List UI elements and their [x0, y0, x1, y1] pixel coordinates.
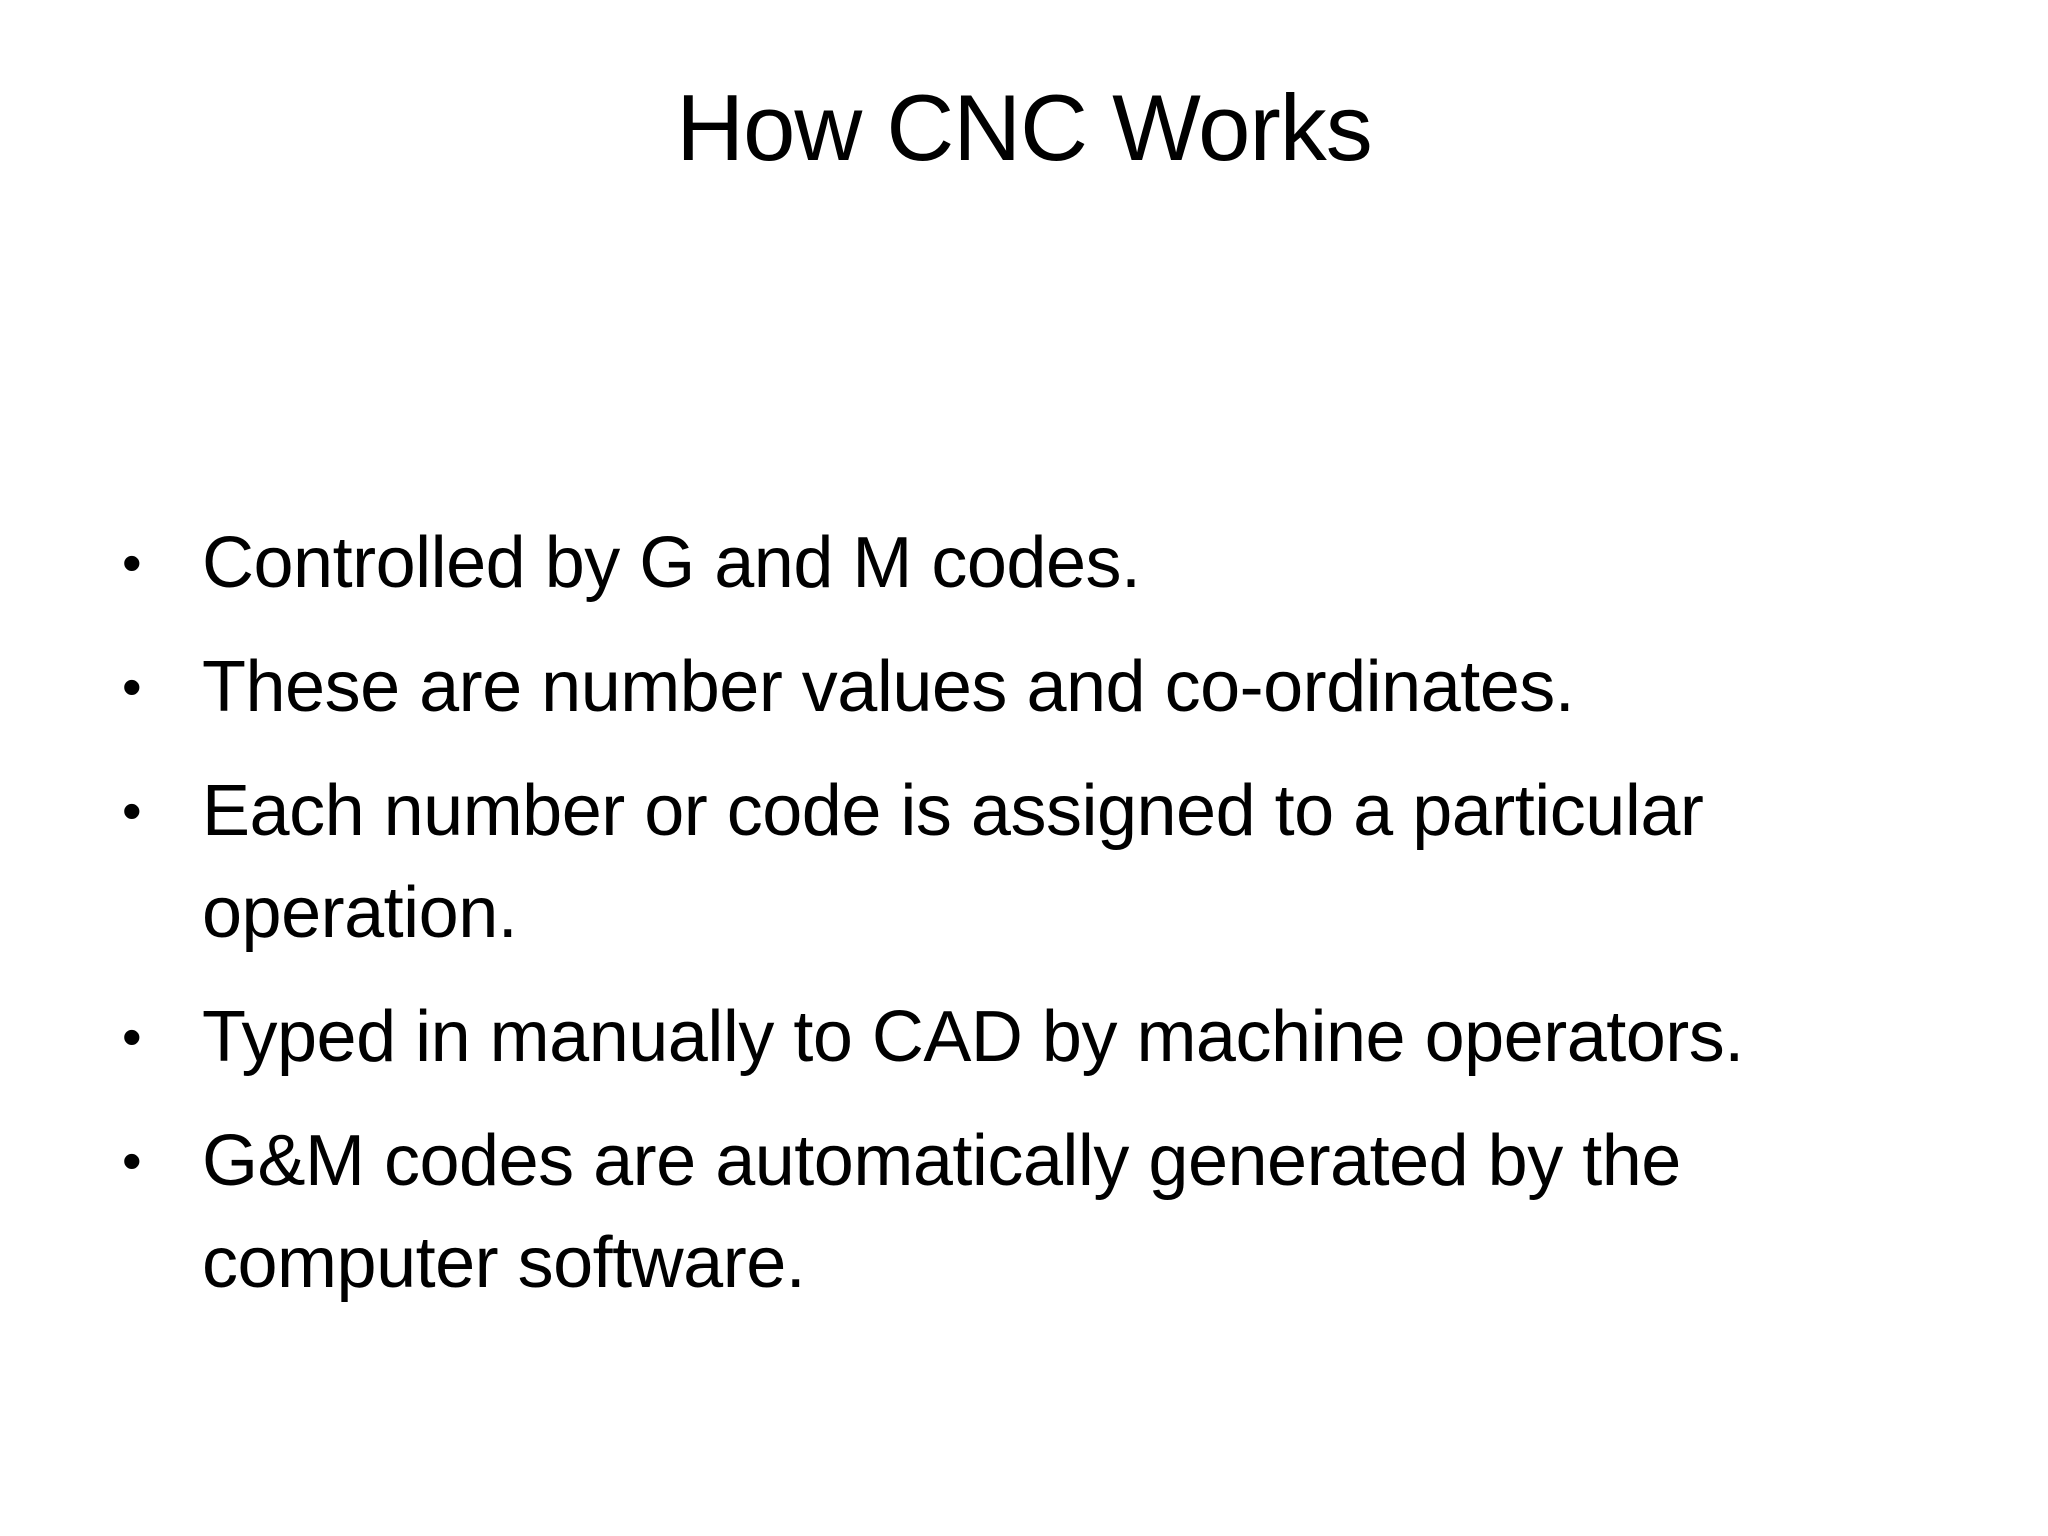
bullet-item-2 [122, 636, 1922, 738]
bullet-item-4 [122, 986, 1922, 1088]
bullet-dot-icon: • [122, 531, 142, 594]
bullet-item-3 [122, 760, 1922, 964]
slide-title: How CNC Works [676, 75, 1372, 180]
bullet-text: Typed in manually to CAD by machine operators. [202, 997, 1744, 1077]
bullet-text: These are number values and co-ordinates. [202, 647, 1575, 727]
bullet-dot-icon: • [122, 779, 142, 842]
bullet-dot-icon: • [122, 655, 142, 718]
bullet-text: G&M codes are automatically generated by the computer software. [202, 1121, 1681, 1303]
bullet-item-1 [122, 512, 1922, 614]
bullet-item-5 [122, 1110, 1922, 1314]
bullet-text: Each number or code is assigned to a particular operation. [202, 771, 1704, 953]
bullet-list [122, 512, 1922, 1336]
bullet-dot-icon: • [122, 1005, 142, 1068]
bullet-dot-icon: • [122, 1129, 142, 1192]
bullet-text: Controlled by G and M codes. [202, 523, 1141, 603]
